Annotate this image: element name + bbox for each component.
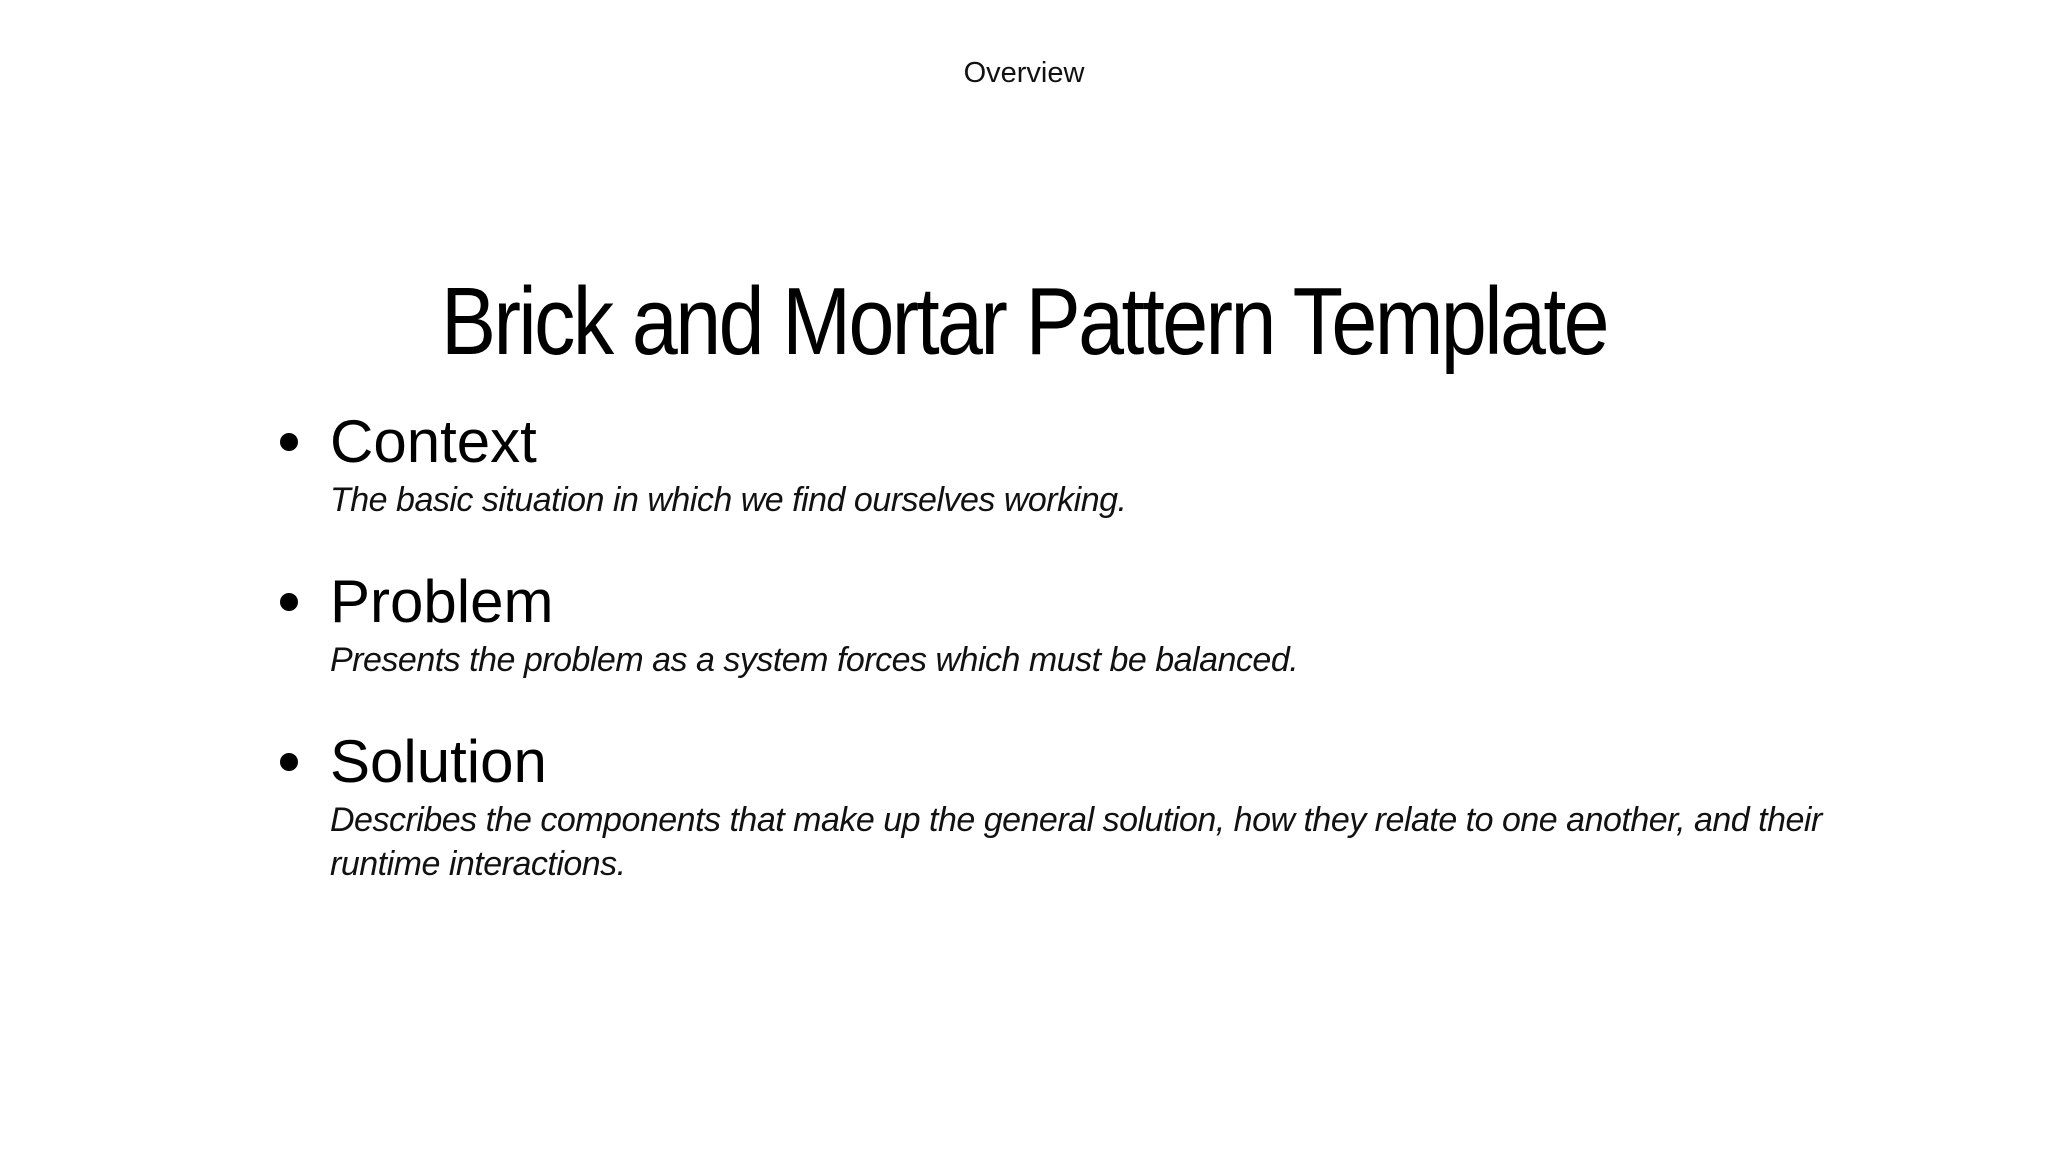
section-label: Overview — [963, 57, 1085, 89]
bullet-item-solution — [270, 726, 1830, 886]
bullet-heading: Problem — [330, 568, 554, 635]
bullet-list — [270, 406, 1830, 930]
bullet-heading: Context — [330, 408, 537, 475]
slide-title: Brick and Mortar Pattern Template — [440, 268, 1608, 375]
bullet-heading: Solution — [330, 728, 547, 795]
bullet-icon — [280, 753, 298, 771]
bullet-description: Presents the problem as a system forces which must be balanced. — [330, 641, 1299, 679]
bullet-icon — [280, 593, 298, 611]
bullet-item-problem — [270, 566, 1830, 682]
bullet-icon — [280, 433, 298, 451]
bullet-description: Describes the components that make up the general solution, how they relate to one another, and their runtime interactions. — [330, 801, 1822, 883]
bullet-description: The basic situation in which we find ourselves working. — [330, 481, 1127, 519]
bullet-item-context — [270, 406, 1830, 522]
